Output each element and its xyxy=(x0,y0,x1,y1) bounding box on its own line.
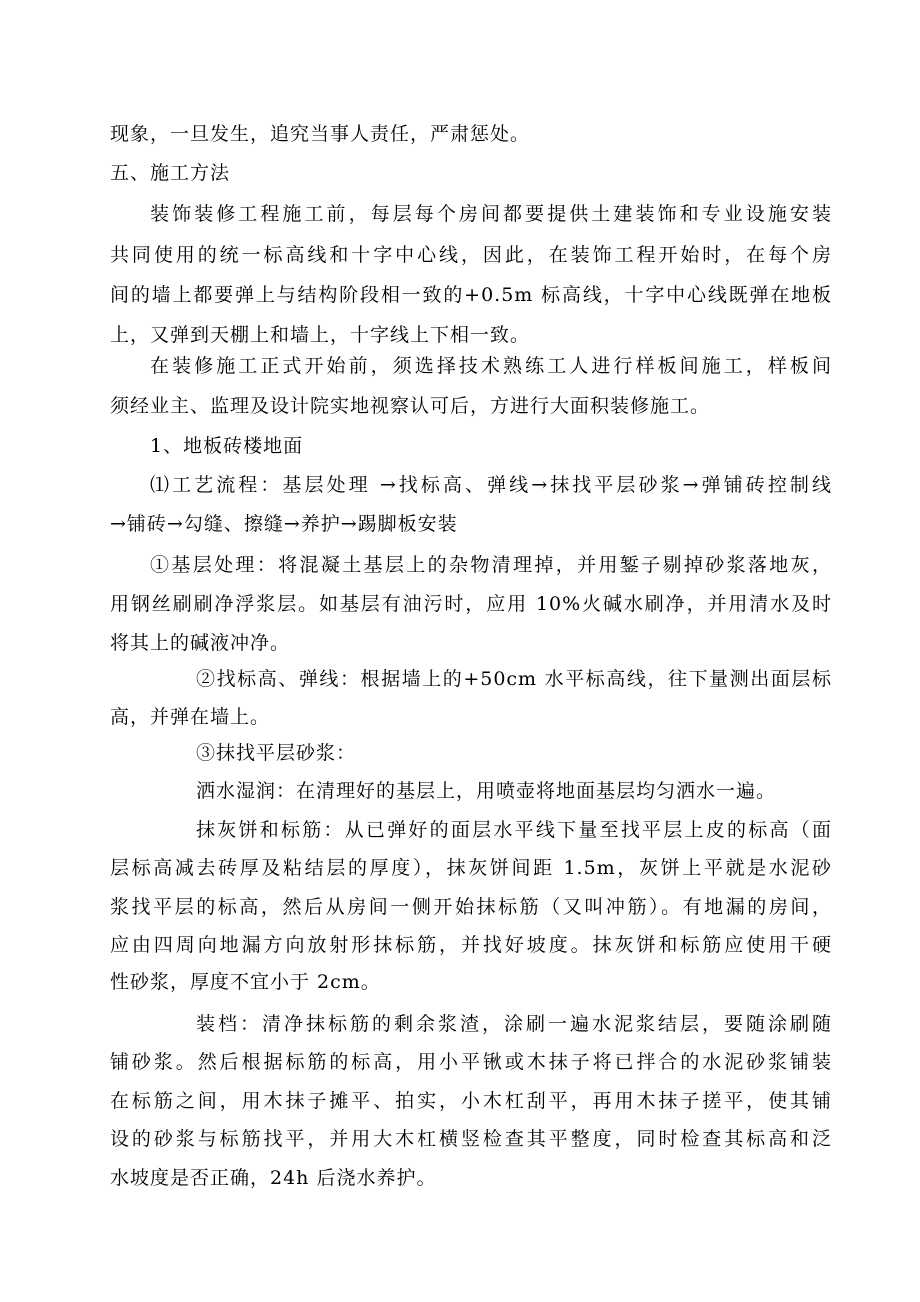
paragraph-line: ②找标高、弹线：根据墙上的+50cm 水平标高线，往下量测出面层标 xyxy=(196,668,832,690)
paragraph-line: 在装修施工正式开始前，须选择技术熟练工人进行样板间施工，样板间 xyxy=(150,355,832,377)
paragraph-line: ③抹找平层砂浆： xyxy=(196,742,357,764)
paragraph-line: 将其上的碱液冲净。 xyxy=(110,632,291,654)
subsection-heading: 1、地板砖楼地面 xyxy=(150,435,304,457)
paragraph-line: 装档：清净抹标筋的剩余浆渣，涂刷一遍水泥浆结层，要随涂刷随 xyxy=(196,1013,832,1035)
paragraph-line: 装饰装修工程施工前，每层每个房间都要提供土建装饰和专业设施安装 xyxy=(150,203,832,225)
paragraph-line: 铺砂浆。然后根据标筋的标高，用小平锹或木抹子将已拌合的水泥砂浆铺装 xyxy=(110,1051,832,1073)
paragraph-line: ①基层处理：将混凝土基层上的杂物清理掉，并用錾子剔掉砂浆落地灰， xyxy=(150,554,832,576)
paragraph-line: 高，并弹在墙上。 xyxy=(110,706,271,728)
paragraph-line: 现象，一旦发生，追究当事人责任，严肃惩处。 xyxy=(110,123,531,145)
paragraph-line: 用钢丝刷刷净浮浆层。如基层有油污时，应用 10%火碱水刷净，并用清水及时 xyxy=(110,593,832,615)
paragraph-line: 应由四周向地漏方向放射形抹标筋，并找好坡度。抹灰饼和标筋应使用干硬 xyxy=(110,934,832,956)
paragraph-line: ⑴工艺流程：基层处理 →找标高、弹线→抹找平层砂浆→弹铺砖控制线 xyxy=(150,474,832,496)
paragraph-line: 水坡度是否正确，24h 后浇水养护。 xyxy=(110,1167,437,1189)
paragraph-line: 抹灰饼和标筋：从已弹好的面层水平线下量至找平层上皮的标高（面 xyxy=(196,819,832,841)
section-heading: 五、施工方法 xyxy=(110,162,231,184)
paragraph-line: 共同使用的统一标高线和十字中心线，因此，在装饰工程开始时，在每个房 xyxy=(110,244,832,266)
paragraph-line: 须经业主、监理及设计院实地视察认可后，方进行大面积装修施工。 xyxy=(110,395,711,417)
paragraph-line: 间的墙上都要弹上与结构阶段相一致的+0.5m 标高线，十字中心线既弹在地板 xyxy=(110,284,832,306)
paragraph-line: 浆找平层的标高，然后从房间一侧开始抹标筋（又叫冲筋）。有地漏的房间， xyxy=(110,896,832,918)
paragraph-line: 设的砂浆与标筋找平，并用大木杠横竖检查其平整度，同时检查其标高和泛 xyxy=(110,1128,832,1150)
paragraph-line: →铺砖→勾缝、擦缝→养护→踢脚板安装 xyxy=(110,513,458,535)
paragraph-line: 上，又弹到天棚上和墙上，十字线上下相一致。 xyxy=(110,324,531,346)
paragraph-line: 洒水湿润：在清理好的基层上，用喷壶将地面基层均匀洒水一遍。 xyxy=(196,780,777,802)
paragraph-line: 在标筋之间，用木抹子摊平、拍实，小木杠刮平，再用木抹子搓平，使其铺 xyxy=(110,1090,832,1112)
paragraph-line: 性砂浆，厚度不宜小于 2cm。 xyxy=(110,971,381,993)
paragraph-line: 层标高减去砖厚及粘结层的厚度），抹灰饼间距 1.5m，灰饼上平就是水泥砂 xyxy=(110,857,832,879)
